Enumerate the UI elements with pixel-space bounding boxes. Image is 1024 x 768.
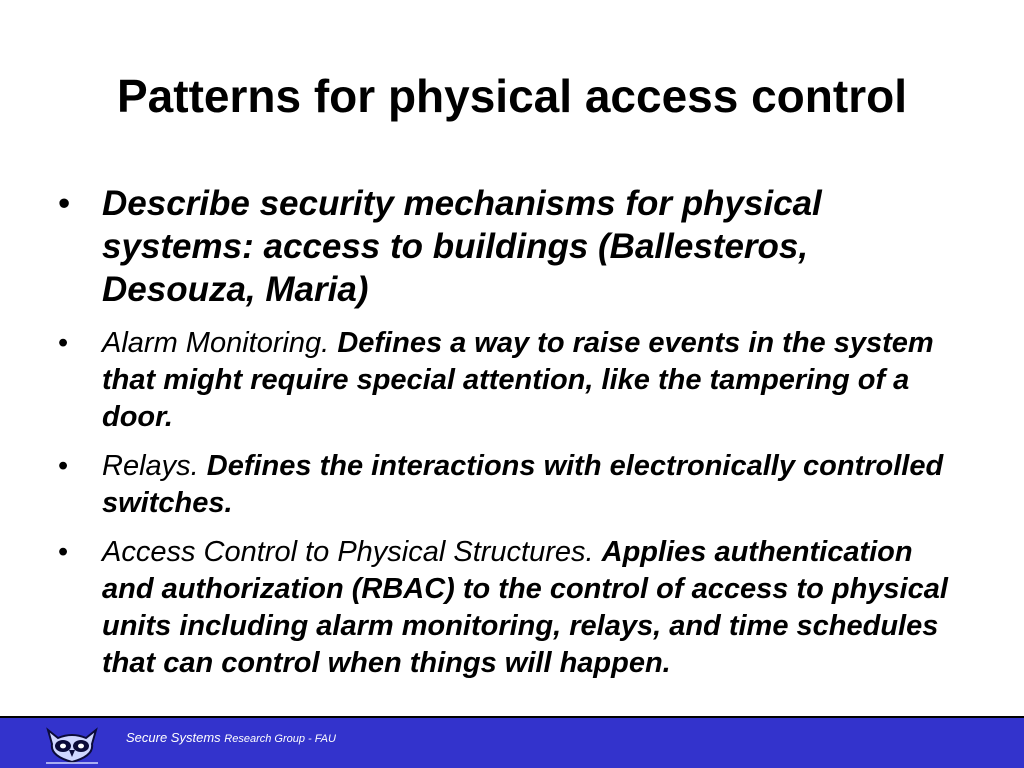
bullet-description: Describe security mechanisms for physical systems: access to buildings (Ballesteros, Desouza, Maria) <box>102 184 822 309</box>
footer-text-part2: Research Group - FAU <box>224 733 336 745</box>
bullet-marker: • <box>58 184 71 223</box>
footer-bar <box>0 716 1024 768</box>
bullet-list <box>58 182 968 694</box>
owl-logo-icon <box>42 726 102 764</box>
bullet-term: Alarm Monitoring. <box>102 327 338 359</box>
bullet-item-alarm-monitoring <box>58 325 968 436</box>
bullet-description: Applies authentication and authorization (RBAC) to the control of access to physical units including alarm monitoring, relays, and time schedules that can control when things will happen. <box>102 536 948 679</box>
bullet-description: Defines the interactions with electronically controlled switches. <box>102 450 944 519</box>
footer-text <box>126 730 336 747</box>
bullet-marker: • <box>58 450 69 482</box>
bullet-description: Defines a way to raise events in the system that might require special attention, like the tampering of a door. <box>102 327 934 433</box>
bullet-item-access-control <box>58 534 968 682</box>
footer-text-part1: Secure Systems <box>126 730 225 745</box>
bullet-item-relays <box>58 448 968 522</box>
bullet-item-describe <box>58 182 968 311</box>
bullet-term: Relays. <box>102 450 207 482</box>
bullet-marker: • <box>58 327 69 359</box>
bullet-term: Access Control to Physical Structures. <box>102 536 602 568</box>
bullet-marker: • <box>58 536 69 568</box>
slide-title: Patterns for physical access control <box>117 70 907 122</box>
